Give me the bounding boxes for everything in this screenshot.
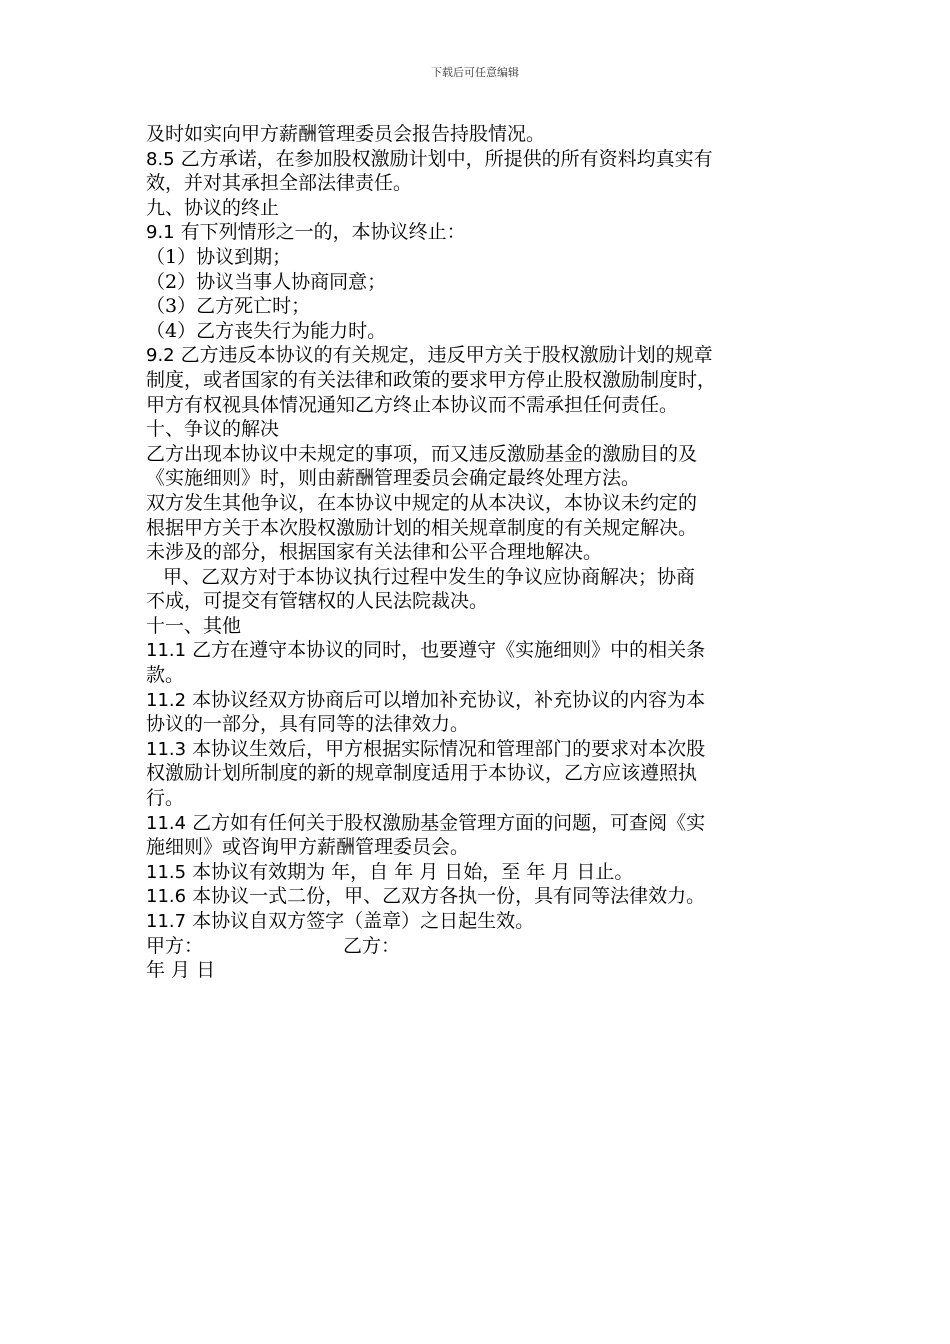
- date-line: 年 月 日: [146, 959, 216, 982]
- page-header: 下载后可任意编辑: [431, 66, 519, 79]
- clause-number: 11.6: [146, 886, 187, 908]
- line-text: 本协议一式二份，甲、乙双方各执一份，具有同等法律效力。: [186, 885, 706, 908]
- clause-number: 11.7: [146, 911, 187, 932]
- line-text: 效，并对其承担全部法律责任。: [146, 172, 413, 195]
- line-text: 甲、乙双方对于本协议执行过程中发生的争议应协商解决；协商: [163, 565, 696, 588]
- line-text: 未涉及的部分，根据国家有关法律和公平合理地解决。: [146, 541, 603, 564]
- text-line: [146, 811, 816, 836]
- text-line: [146, 147, 816, 172]
- text-line: [146, 614, 816, 639]
- text-line: [146, 884, 816, 909]
- line-text: 乙方出现本协议中未规定的事项，而又违反激励基金的激励目的及: [146, 442, 698, 465]
- text-line: [146, 220, 816, 245]
- text-line: [146, 688, 816, 713]
- line-text: 《实施细则》时，则由薪酬管理委员会确定最终处理方法。: [146, 467, 641, 490]
- line-text: 有下列情形之一的，本协议终止：: [174, 221, 466, 244]
- line-text: 不成，可提交有管辖权的人民法院裁决。: [146, 590, 489, 613]
- line-text: 制度，或者国家的有关法律和政策的要求甲方停止股权激励制度时，: [146, 368, 717, 391]
- line-text: （2）协议当事人协商同意；: [146, 270, 387, 293]
- line-text: 十一、其他: [146, 614, 242, 637]
- text-line: [146, 663, 816, 688]
- text-line: [146, 786, 816, 811]
- text-line: [146, 565, 816, 590]
- line-text: 十、争议的解决: [146, 418, 280, 441]
- line-text: 乙方违反本协议的有关规定，违反甲方关于股权激励计划的规章: [174, 344, 713, 367]
- line-text: 及时如实向甲方薪酬管理委员会报告持股情况。: [146, 123, 546, 145]
- text-line: [146, 343, 816, 368]
- clause-number: 11.2: [146, 689, 187, 711]
- line-text: 本协议自双方签字（盖章）之日起生效。: [186, 910, 535, 932]
- line-text: 本协议有效期为 年，自 年 月 日始，至 年 月 日止。: [186, 860, 634, 883]
- line-text: 双方发生其他争议，在本协议中规定的从本决议，本协议未约定的: [146, 491, 698, 514]
- document-body: [146, 122, 816, 983]
- text-line: [146, 245, 816, 270]
- line-text: 本协议经双方协商后可以增加补充协议，补充协议的内容为本: [186, 688, 706, 711]
- text-line: [146, 122, 816, 147]
- line-text: 行。: [146, 787, 185, 810]
- line-text: 款。: [146, 664, 185, 687]
- text-line: [146, 171, 816, 196]
- signature-line: [146, 934, 816, 959]
- line-text: 本协议生效后，甲方根据实际情况和管理部门的要求对本次股: [186, 737, 706, 760]
- line-text: 乙方承诺，在参加股权激励计划中，所提供的所有资料均真实有: [174, 147, 713, 170]
- line-text: 九、协议的终止: [146, 196, 280, 219]
- line-text: 乙方如有任何关于股权激励基金管理方面的问题，可查阅《实: [186, 811, 706, 834]
- line-text: （4）乙方丧失行为能力时。: [146, 319, 387, 342]
- line-text: 根据甲方关于本次股权激励计划的相关规章制度的有关规定解决。: [146, 516, 698, 539]
- text-line: [146, 442, 816, 467]
- line-text: 协议的一部分，具有同等的法律效力。: [146, 713, 470, 736]
- text-line: [146, 589, 816, 614]
- text-line: [146, 417, 816, 442]
- clause-number: 11.5: [146, 861, 187, 883]
- clause-number: 11.3: [146, 738, 187, 760]
- party-b-label: 乙方：: [343, 934, 401, 957]
- clause-number: 11.4: [146, 812, 187, 834]
- text-line: [146, 638, 816, 663]
- text-line: [146, 712, 816, 737]
- text-line: [146, 368, 816, 393]
- text-line: [146, 909, 816, 934]
- clause-number: 9.2: [146, 345, 175, 367]
- line-text: 甲方有权视具体情况通知乙方终止本协议而不需承担任何责任。: [146, 393, 679, 416]
- text-line: [146, 491, 816, 516]
- text-line: [146, 319, 816, 344]
- text-line: [146, 737, 816, 762]
- text-line: [146, 466, 816, 491]
- clause-number: 8.5: [146, 148, 175, 170]
- line-text: （3）乙方死亡时；: [146, 295, 311, 318]
- line-text: 权激励计划所制度的新的规章制度适用于本协议，乙方应该遵照执: [146, 762, 698, 785]
- text-lines: [146, 122, 816, 934]
- line-text: 乙方在遵守本协议的同时，也要遵守《实施细则》中的相关条: [186, 639, 706, 662]
- party-a-label: 甲方：: [146, 934, 204, 957]
- text-line: [146, 540, 816, 565]
- text-line: [146, 393, 816, 418]
- clause-number: 11.1: [146, 640, 187, 662]
- clause-number: 9.1: [146, 222, 175, 244]
- text-line: [146, 270, 816, 295]
- text-line: [146, 835, 816, 860]
- text-line: [146, 761, 816, 786]
- line-text: 施细则》或咨询甲方薪酬管理委员会。: [146, 836, 470, 859]
- line-text: （1）协议到期；: [146, 245, 292, 268]
- text-line: [146, 860, 816, 885]
- text-line: [146, 516, 816, 541]
- text-line: [146, 196, 816, 221]
- text-line: [146, 294, 816, 319]
